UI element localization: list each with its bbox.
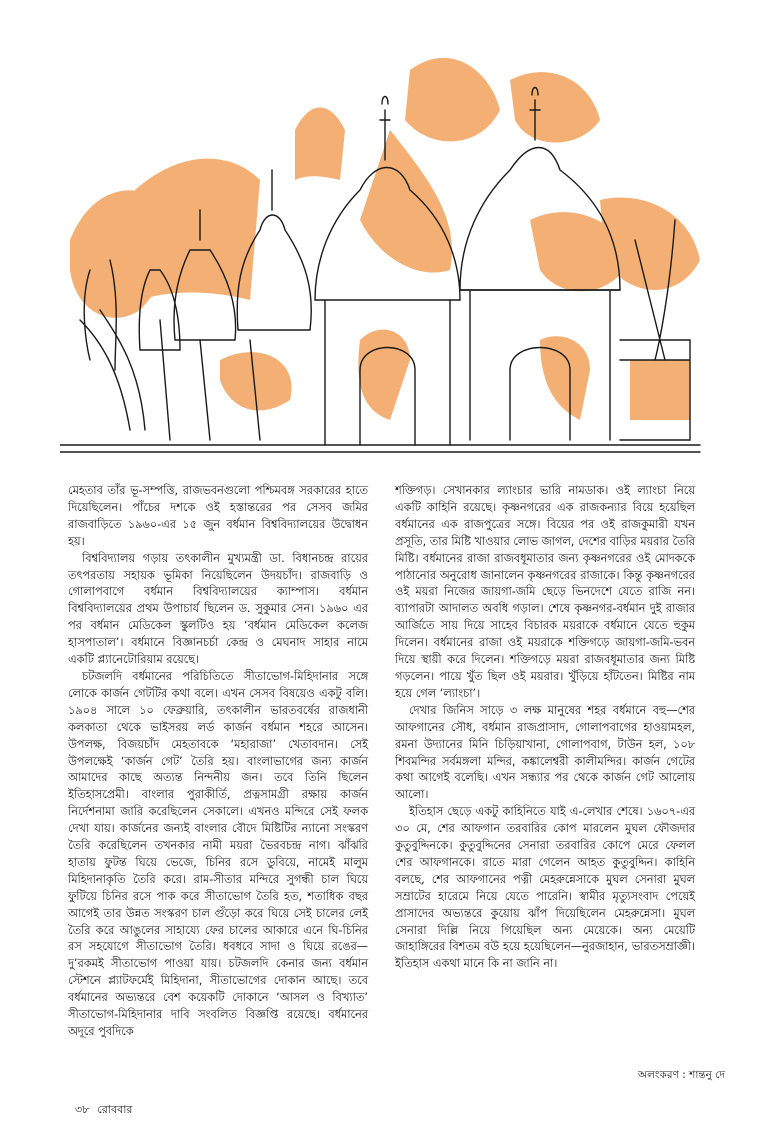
temple-illustration [60, 40, 710, 460]
magazine-name: রোববার [97, 1103, 133, 1116]
page-footer [75, 1101, 141, 1120]
paragraph: বিশ্ববিদ্যালয় গড়ায় তৎকালীন মুখ্যমন্ত্রী ডা. বিধানচন্দ্র রায়ের তৎপরতায় সহায়ক ভূমিকা নিয়েছিলেন উদয়চাঁদ। রাজবাড়ি ও গোলাপবাগে বর্ধমান বিশ্ববিদ্যালয়ের ক্যাম্পাস। বর্ধমান বিশ্ববিদ্যালয়ের প্রথম উপাচার্য ছিলেন ড. সুকুমার সেন। ১৯৬০ এর পর বর্ধমান মেডিকেল স্কুলটিও হয় ‘বর্ধমান মেডিকেল কলেজ হাসপাতাল’। বর্ধমানে বিজ্ঞানচর্চা কেন্দ্র ও মেঘনাদ সাহার নামে একটি প্ল্যানেটোরিয়াম রয়েছে। [68, 551, 368, 667]
paragraph: দেখার জিনিস সাড়ে ৩ লক্ষ মানুষের শহর বর্ধমানে বহু—শের আফগানের সৌধ, বর্ধমান রাজপ্রাসাদ, গোলাপবাগের হাওয়ামহল, রমনা উদ্যানের মিনি চিড়িয়াখানা, গোলাপবাগ, টাউন হল, ১০৮ শিবমন্দির সর্বমঙ্গলা মন্দির, কঙ্কালেশ্বরী কালীমন্দির। কার্জন গেটের কথা আগেই বলেছি। এখন সন্ধ্যার পর থেকে কার্জন গেট আলোয় আলো। [395, 703, 695, 802]
paragraph: ইতিহাস ছেড়ে একটু কাহিনিতে যাই এ-লেখার শেষে। ১৬০৭-এর ৩০ মে, শের আফগান তরবারির কোপ মারলেন মুঘল ফৌজদার কুতুবুদ্দিনকে। কুতুবুদ্দিনের সেনারা তরবারির কোপে মেরে ফেলল শের আফগানকে। রাতে মারা গেলেন আহত কুতুবুদ্দিন। কাহিনি বলছে, শের আফগানের পত্নী মেহরুন্নেসাকে মুঘল সেনারা মুঘল সম্রাটের হারেমে নিয়ে যেতে পারেনি। স্বামীর মৃত্যুসংবাদ পেয়েই প্রাসাদের অভ্যন্তরে কুয়োয় ঝাঁপ দিয়েছিলেন মেহরুন্নেসা। মুঘল সেনারা দিল্লি নিয়ে গিয়েছিল অন্য মেয়েকে। অন্য মেয়েটি জাহাঙ্গিরের বিশতম বউ হয়ে হয়েছিলেন—নুরজাহান, ভারতসম্রাজ্ঞী। ইতিহাস একথা মানে কি না জানি না। [395, 805, 695, 971]
illustration-credit: অলংকরণ : শান্তনু দে [638, 1069, 725, 1081]
paragraph: চটজলদি বর্ধমানের পরিচিতিতে সীতাভোগ-মিহিদানার সঙ্গে লোকে কার্জন গেটটির কথা বলে। এখন সেসব বিষয়েও একটু বলি। ১৯০৪ সালে ১০ ফেব্রুয়ারি, তৎকালীন ভারতবর্ষের রাজধানী কলকাতা থেকে ভাইসরয় লর্ড কার্জন বর্ধমান শহরে আসেন। উপলক্ষ, বিজয়চাঁদ মেহতাবকে ‘মহারাজা’ খেতাবদান। সেই উপলক্ষেই ‘কার্জন গেট’ তৈরি হয়। বাংলাভাগের জন্য কার্জন আমাদের কাছে অত্যন্ত নিন্দনীয় জন। তবে তিনি ছিলেন ইতিহাসপ্রেমী। বাংলার পুরাকীর্তি, প্রত্নসামগ্রী রক্ষায় কার্জন নির্দেশনামা জারি করেছিলেন সেকালে। এখনও মন্দিরে সেই ফলক দেখা যায়। কার্জনের জন্যই বাংলার বৌদে মিষ্টিটির ন্যানো সংস্করণ তৈরি করেছিলেন তখনকার নামী ময়রা ভৈরবচন্দ্র নাগ। ঝাঁঝরি হাতায় ফুটন্ত ঘিয়ে ভেজে, চিনির রসে ডুবিয়ে, নামেই মালুম মিহিদানাকৃতি তৈরি করে। রাম-সীতার মন্দিরে সুগন্ধী চাল ঘিয়ে ফুটিয়ে চিনির রসে পাক করে সীতাভোগ তৈরি হত, শতাধিক বছর আগেই তার উন্নত সংস্করণ চাল গুঁড়ো করে ঘিয়ে সেই চালের লেই তৈরি করে আঙুলের সাহায্যে ফের চালের আকারে এনে ঘি-চিনির রস সহযোগে সীতাভোগ তৈরি। ধবধবে সাদা ও ঘিয়ে রঙের—দু’রকমই সীতাভোগ পাওয়া যায়। চটজলদি কেনার জন্য বর্ধমান স্টেশনে প্ল্যাটফর্মেই মিহিদানা, সীতাভোগের দোকান আছে। তবে বর্ধমানের অভ্যন্তরে বেশ কয়েকটি দোকানে ‘আসল ও বিখ্যাত’ সীতাভোগ-মিহিদানার দাবি সংবলিত বিজ্ঞপ্তি রয়েছে। বর্ধমানের অদূরে পুবদিকে [68, 669, 368, 1038]
article-column-right [395, 483, 695, 973]
paragraph: শক্তিগড়। সেখানকার ল্যাংচার ভারি নামডাক। ওই ল্যাংচা নিয়ে একটি কাহিনি রয়েছে। কৃষ্ণনগরের এক রাজকন্যার বিয়ে হয়েছিল বর্ধমানের এক রাজপুত্রের সঙ্গে। বিয়ের পর ওই রাজকুমারী যখন প্রসূতি, তার মিষ্টি খাওয়ার লোভ জাগল, দেশের বাড়ির ময়রার তৈরি মিষ্টি। বর্ধমানের রাজা রাজবধূমাতার জন্য কৃষ্ণনগরের ওই মোদককে পাঠানোর অনুরোধ জানালেন কৃষ্ণনগরের রাজাকে। কিন্তু কৃষ্ণনগরের ওই ময়রা নিজের জায়গা-জমি ছেড়ে ভিনদেশে যেতে রাজি নন। ব্যাপারটা আদালত অবধি গড়াল। শেষে কৃষ্ণনগর-বর্ধমান দুই রাজার আর্জিতে সায় দিয়ে সাহেব বিচারক ময়রাকে বর্ধমানে যেতে হুকুম দিলেন। বর্ধমানের রাজা ওই ময়রাকে শক্তিগড়ে জায়গা-জমি-ভবন দিয়ে স্থায়ী করে দিলেন। শক্তিগড়ে ময়রা রাজবধূমাতার জন্য মিষ্টি গড়লেন। পায়ে খুঁত ছিল ওই ময়রার। খুঁড়িয়ে হাঁটতেন। মিষ্টির নাম হয়ে গেল ‘ল্যাংচা’। [395, 484, 695, 700]
page-number: ৩৮ [75, 1103, 90, 1116]
paragraph: মেহতাব তাঁর ভূ-সম্পত্তি, রাজভবনগুলো পশ্চিমবঙ্গ সরকারের হাতে দিয়েছিলেন। পাঁচের দশকে ওই হস্তান্তরের পর সেসব জমির রাজবাড়িতে ১৯৬০-এর ১৫ জুন বর্ধমান বিশ্ববিদ্যালয়ের উদ্বোধন হয়। [68, 484, 368, 548]
temple-sketch [60, 40, 710, 460]
article-column-left [68, 483, 368, 1041]
